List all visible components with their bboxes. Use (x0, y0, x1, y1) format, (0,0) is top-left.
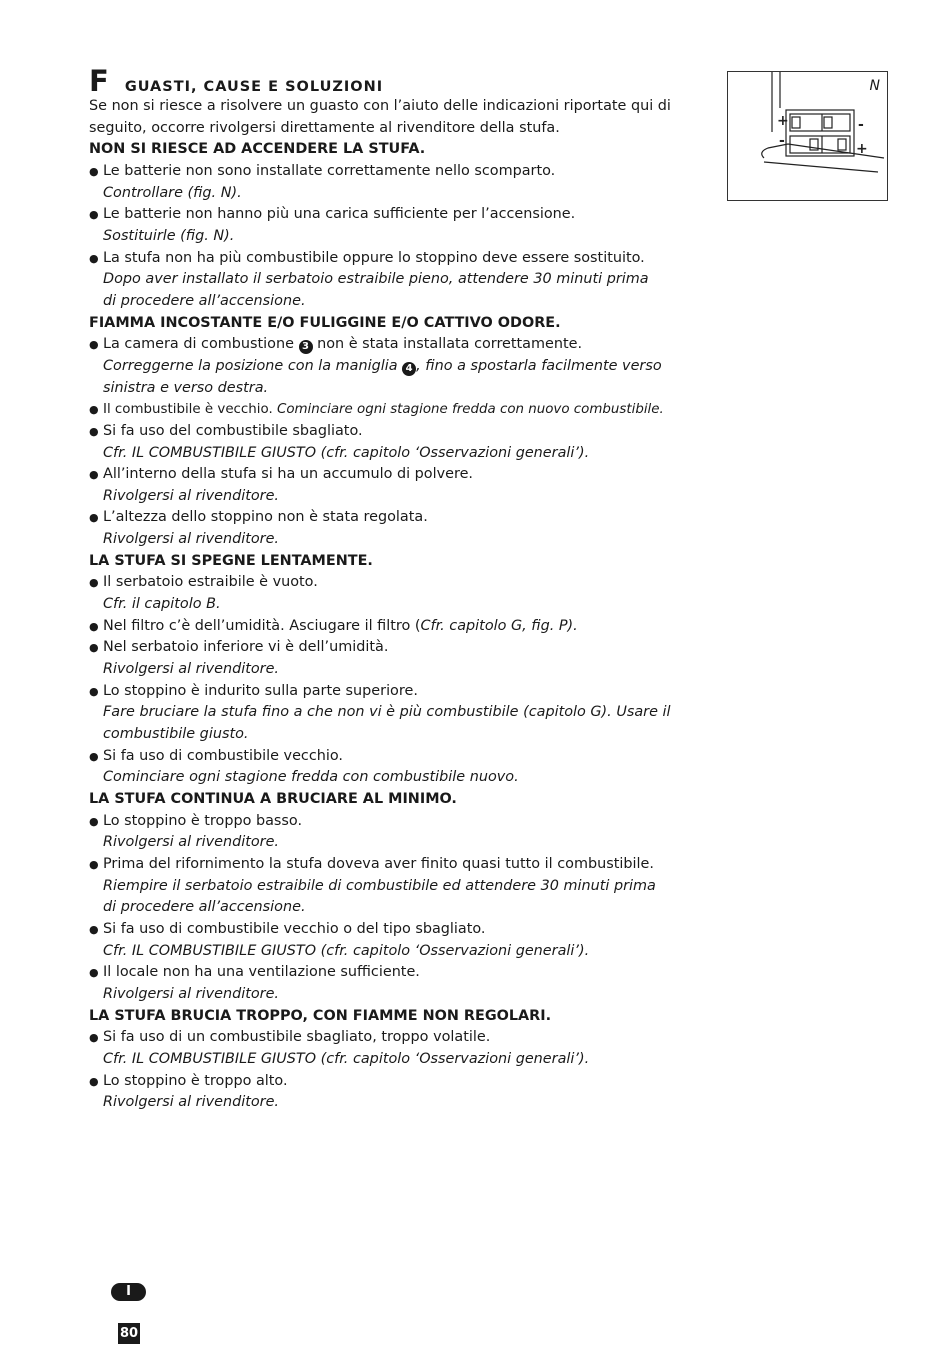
cause-text: La camera di combustione (103, 336, 294, 353)
cause-text: Nel filtro c’è dell’umidità. Asciugare il filtro ( (103, 617, 421, 634)
plus-sign: + (777, 113, 789, 129)
cause-item: ● Si fa uso del combustibile sbagliato. (89, 421, 699, 443)
cause-item (89, 399, 699, 421)
section-letter: F (89, 64, 109, 98)
cause-item: ● Lo stoppino è troppo alto. (89, 1071, 699, 1093)
solution-inline: Cfr. capitolo G, fig. P). (420, 617, 578, 634)
solution-text: Cfr. il capitolo B. (103, 596, 221, 613)
solution-text: Cominciare ogni stagione fredda con combustibile nuovo. (103, 769, 519, 786)
cause-item: ● Le batterie non sono installate correttamente nello scomparto. (89, 161, 699, 183)
solution-text (89, 356, 699, 378)
cause-text: non è stata installata correttamente. (317, 336, 583, 353)
intro-line: Se non si riesce a risolvere un guasto con l’aiuto delle indicazioni riportate qui di (89, 98, 671, 114)
cause-item: ● Nel serbatoio inferiore vi è dell’umidità. (89, 637, 699, 659)
minus-sign: - (858, 117, 864, 133)
solution-text: di procedere all’accensione. (103, 292, 306, 309)
solution-text: Rivolgersi al rivenditore. (103, 661, 280, 678)
cause-item (89, 334, 699, 356)
battery-compartment-drawing (728, 72, 887, 200)
page-number: 80 (118, 1323, 140, 1344)
solution-text: Rivolgersi al rivenditore. (103, 1094, 280, 1111)
cause-item: ● L’altezza dello stoppino non è stata regolata. (89, 507, 699, 529)
problem-heading: NON SI RIESCE AD ACCENDERE LA STUFA. (89, 141, 426, 158)
solution-text: Cfr. IL COMBUSTIBILE GIUSTO (cfr. capitolo ‘Osservazioni generali’). (103, 942, 590, 959)
figure-label: N (869, 78, 880, 94)
problem-heading: LA STUFA CONTINUA A BRUCIARE AL MINIMO. (89, 791, 457, 807)
solution-text: Controllare (fig. N). (103, 184, 242, 201)
cause-item: ● Prima del rifornimento la stufa doveva aver finito quasi tutto il combustibile. (89, 854, 699, 876)
solution-text: Dopo aver installato il serbatoio estraibile pieno, attendere 30 minuti prima (103, 271, 649, 288)
cause-item: ● Lo stoppino è indurito sulla parte superiore. (89, 681, 699, 703)
cause-item: ● Si fa uso di combustibile vecchio o del tipo sbagliato. (89, 919, 699, 941)
solution-text: Rivolgersi al rivenditore. (103, 487, 280, 504)
cause-item: ● Si fa uso di combustibile vecchio. (89, 746, 699, 768)
section-title: GUASTI, CAUSE E SOLUZIONI (124, 79, 384, 95)
intro-line: seguito, occorre rivolgersi direttamente al rivenditore della stufa. (89, 119, 560, 136)
cause-text: Il combustibile è vecchio. (103, 402, 273, 418)
battery-figure (727, 71, 888, 201)
solution-text: Fare bruciare la stufa fino a che non vi è più combustibile (capitolo G). Usare il (103, 704, 671, 721)
cause-item: ● La stufa non ha più combustibile oppure lo stoppino deve essere sostituito. (89, 248, 699, 270)
cause-item: ● Le batterie non hanno più una carica sufficiente per l’accensione. (89, 204, 699, 226)
solution-text: Rivolgersi al rivenditore. (103, 834, 280, 851)
solution-part: , fino a spostarla facilmente verso (416, 357, 662, 374)
language-badge: I (111, 1283, 146, 1301)
problem-heading: LA STUFA BRUCIA TROPPO, CON FIAMME NON REGOLARI. (89, 1007, 552, 1024)
solution-text: Cfr. IL COMBUSTIBILE GIUSTO (cfr. capitolo ‘Osservazioni generali’). (103, 444, 590, 461)
problem-heading: FIAMMA INCOSTANTE E/O FULIGGINE E/O CATTIVO ODORE. (89, 314, 561, 331)
solution-text: di procedere all’accensione. (103, 899, 306, 916)
solution-text: Cfr. IL COMBUSTIBILE GIUSTO (cfr. capitolo ‘Osservazioni generali’). (103, 1050, 590, 1067)
solution-text: Rivolgersi al rivenditore. (103, 531, 280, 548)
cause-item: ● Lo stoppino è troppo basso. (89, 811, 699, 833)
problem-heading: LA STUFA SI SPEGNE LENTAMENTE. (89, 552, 373, 569)
solution-text: Sostituirle (fig. N). (103, 227, 235, 244)
section-header (89, 66, 699, 96)
part-number-badge: 3 (299, 340, 313, 354)
solution-part: Correggerne la posizione con la maniglia (103, 357, 398, 374)
cause-item: ● Si fa uso di un combustibile sbagliato, troppo volatile. (89, 1027, 699, 1049)
cause-item: ● All’interno della stufa si ha un accumulo di polvere. (89, 464, 699, 486)
cause-item: ● Il locale non ha una ventilazione sufficiente. (89, 962, 699, 984)
minus-sign: - (779, 133, 785, 149)
part-number-badge: 4 (402, 362, 416, 376)
solution-inline: Cominciare ogni stagione fredda con nuovo combustibile. (276, 402, 664, 418)
solution-text: Rivolgersi al rivenditore. (103, 985, 280, 1002)
plus-sign: + (856, 141, 868, 157)
cause-item (89, 616, 699, 638)
troubleshooting-section (89, 66, 699, 1114)
cause-item: ● Il serbatoio estraibile è vuoto. (89, 572, 699, 594)
solution-text: sinistra e verso destra. (103, 379, 269, 396)
solution-text: combustibile giusto. (103, 726, 249, 743)
solution-text: Riempire il serbatoio estraibile di combustibile ed attendere 30 minuti prima (103, 877, 656, 894)
